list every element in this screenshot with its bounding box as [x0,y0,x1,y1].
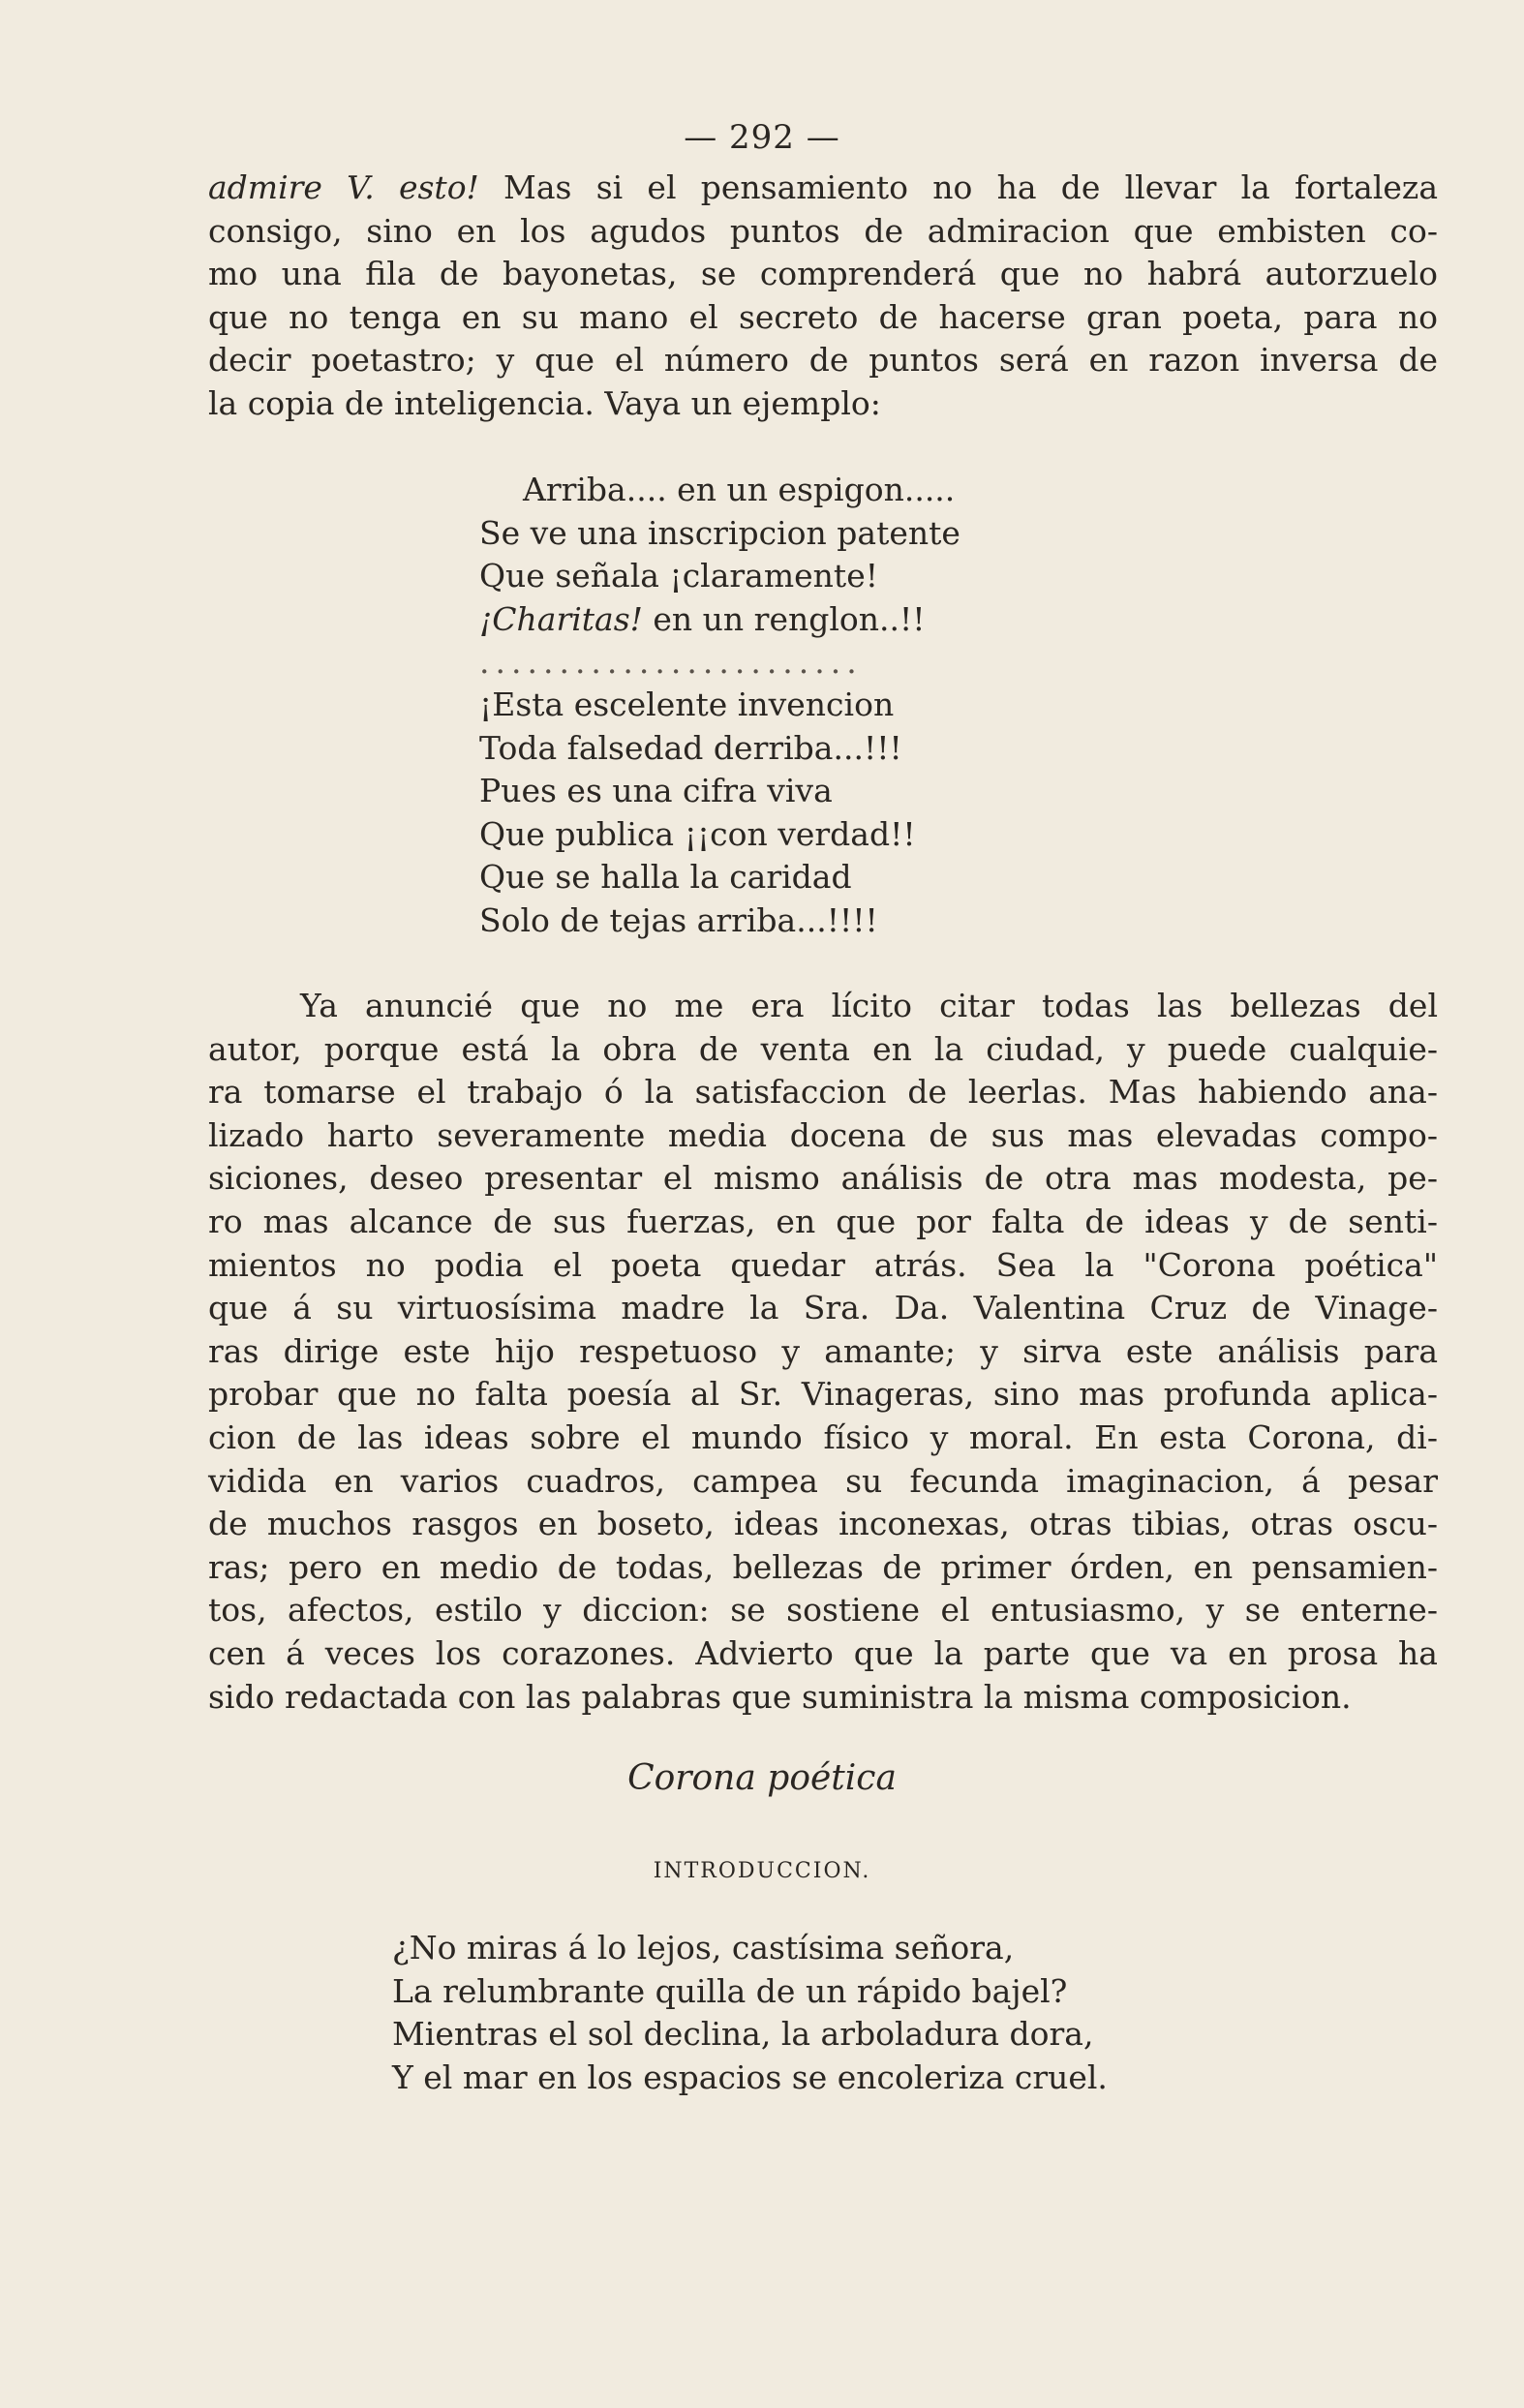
verse-line: Y el mar en los espacios se encoleriza cruel. [392,2057,1108,2096]
italic-lead: admire V. esto! [208,168,479,206]
paragraph-line: mo una fila de bayonetas, se comprenderá que no habrá autorzuelo [208,255,1438,293]
paragraph-line: probar que no falta poesía al Sr. Vinageras, sino mas profunda aplica- [208,1375,1438,1414]
verse-line: Toda falsedad derriba...!!! [479,728,902,767]
paragraph-line: sido redactada con las palabras que suministra la misma composicion. [208,1677,1352,1716]
verse-line: Se ve una inscripcion patente [479,513,960,552]
paragraph-line: ro mas alcance de sus fuerzas, en que por falta de ideas y de senti- [208,1202,1438,1240]
paragraph-line: ras dirige este hijo respetuoso y amante; y sirva este análisis para [208,1331,1438,1370]
verse-line: ¿No miras á lo lejos, castísima señora, [392,1929,1015,1966]
poem-2-stanza [392,1927,1108,2099]
paragraph-line: vidida en varios cuadros, campea su fecunda imaginacion, á pesar [208,1461,1438,1500]
verse-line: Que publica ¡¡con verdad!! [479,814,916,853]
section-subtitle: INTRODUCCION. [653,1859,871,1883]
verse-line: Que señala ¡claramente! [479,557,878,595]
italic-word: ¡Charitas! [479,599,643,638]
paragraph-line: mientos no podia el poeta quedar atrás. Sea la "Corona poética" [208,1245,1438,1284]
paragraph-line: tos, afectos, estilo y diccion: se sostiene el entusiasmo, y se enterne- [208,1591,1438,1630]
paragraph-line: cen á veces los corazones. Advierto que la parte que va en prosa ha [208,1633,1438,1672]
paragraph-line: de muchos rasgos en boseto, ideas inconexas, otras tibias, otras oscu- [208,1505,1438,1543]
verse-line: La relumbrante quilla de un rápido bajel? [392,1971,1068,2010]
verse-line: ¡Charitas! en un renglon..!! [479,599,926,638]
verse-line: Pues es una cifra viva [479,772,833,810]
paragraph-line: autor, porque está la obra de venta en la ciudad, y puede cualquie- [208,1029,1438,1068]
paragraph-line: consigo, sino en los agudos puntos de admiracion que embisten co- [208,211,1438,250]
poem-1-stanza-1 [479,469,960,685]
verse-line: Mientras el sol declina, la arboladura dora, [392,2015,1094,2054]
paragraph-line: cion de las ideas sobre el mundo físico y moral. En esta Corona, di- [208,1417,1438,1456]
paragraph-line: la copia de inteligencia. Vaya un ejemplo: [208,383,881,422]
paragraph-line: que á su virtuosísima madre la Sra. Da. Valentina Cruz de Vinage- [208,1289,1438,1327]
verse-line: Arriba.... en un espigon..... [523,471,956,508]
paragraph-1 [208,167,1438,426]
paragraph-line: ras; pero en medio de todas, bellezas de primer órden, en pensamien- [208,1547,1438,1586]
verse-line: Que se halla la caridad [479,858,852,897]
page-number: — 292 — [684,118,840,157]
verse-line: Solo de tejas arriba...!!!! [479,900,878,939]
separator-dots: ........................ [479,643,863,682]
paragraph-line: ra tomarse el trabajo ó la satisfaccion de leerlas. Mas habiendo ana- [208,1073,1438,1112]
paragraph-line: lizado harto severamente media docena de sus mas elevadas compo- [208,1115,1438,1154]
paragraph-line: siciones, deseo presentar el mismo análisis de otra mas modesta, pe- [208,1159,1438,1198]
paragraph-line: admire V. esto! Mas si el pensamiento no ha de llevar la fortaleza [208,168,1438,206]
poem-1-stanza-2 [479,684,916,943]
paragraph-2 [208,985,1438,1719]
paragraph-line: decir poetastro; y que el número de puntos será en razon inversa de [208,341,1438,380]
paragraph-line: que no tenga en su mano el secreto de hacerse gran poeta, para no [208,297,1438,336]
paragraph-line: Ya anuncié que no me era lícito citar todas las bellezas del [300,987,1438,1024]
verse-line: ¡Esta escelente invencion [479,686,895,723]
section-title: Corona poética [627,1758,897,1798]
